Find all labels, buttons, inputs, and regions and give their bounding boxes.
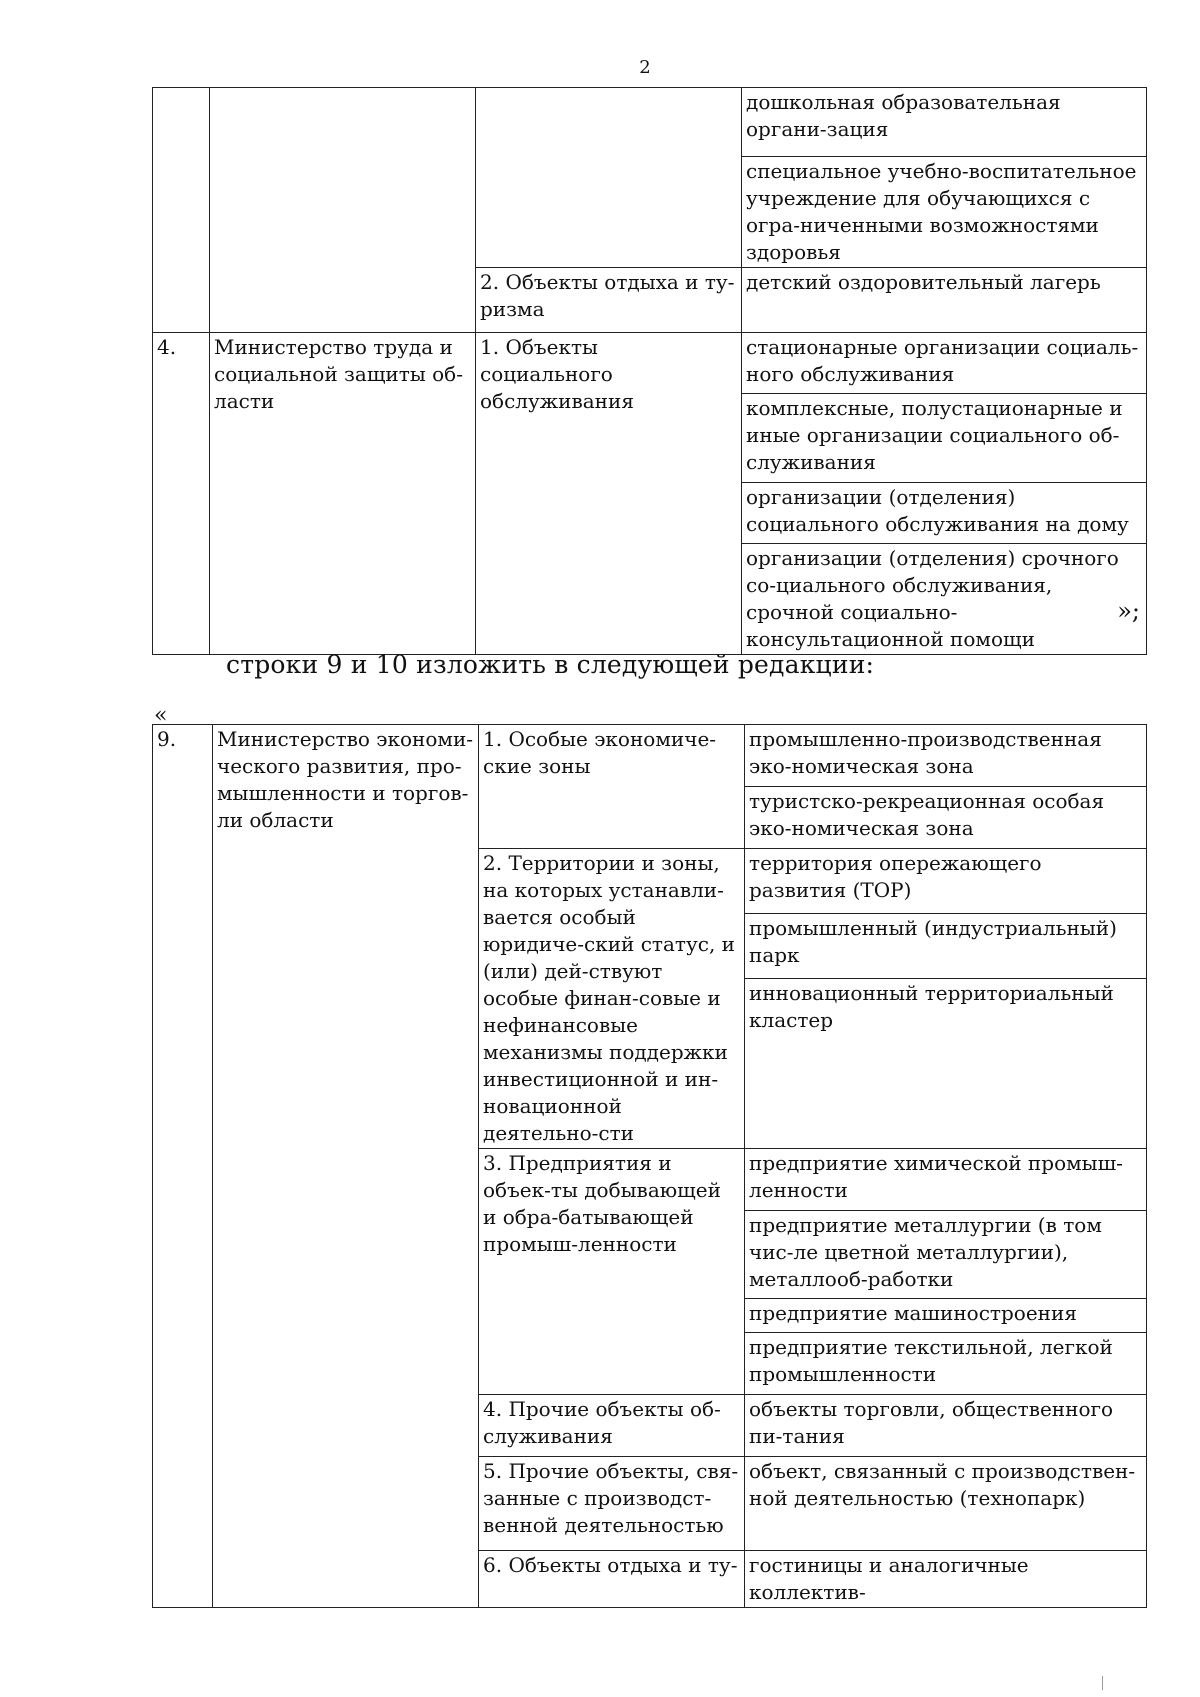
object-cell: предприятие химической промыш-ленности (745, 1149, 1147, 1211)
object-cell: туристско-рекреационная особая эко-номическая зона (745, 787, 1147, 849)
object-cell: детский оздоровительный лагерь (742, 268, 1147, 333)
object-cell: промышленный (индустриальный) парк (745, 914, 1147, 979)
category-cell: 2. Объекты отдыха и ту-ризма (476, 268, 742, 333)
continuation-table (152, 87, 1147, 655)
page-number: 2 (639, 57, 651, 78)
scan-mark (1102, 1676, 1103, 1690)
object-cell: инновационный территориальный кластер (745, 979, 1147, 1149)
object-cell: комплексные, полустационарные и иные организации социального об-служивания (742, 394, 1147, 483)
object-cell: гостиницы и аналогичные коллектив- (745, 1551, 1147, 1608)
category-cell (476, 88, 742, 268)
row-number-cell: 4. (153, 333, 210, 655)
object-cell: организации (отделения) срочного со-циального обслуживания, срочной социально-консультационной помощи (742, 544, 1147, 655)
object-cell: стационарные организации социаль-ного обслуживания (742, 333, 1147, 394)
category-cell: 6. Объекты отдыха и ту- (479, 1551, 745, 1608)
row-number-cell (153, 88, 210, 333)
closing-quote: »; (1117, 597, 1140, 625)
object-cell: промышленно-производственная эко-номическая зона (745, 725, 1147, 787)
instruction-text: строки 9 и 10 изложить в следующей редакции: (226, 650, 875, 679)
category-cell: 4. Прочие объекты об-служивания (479, 1395, 745, 1457)
category-cell: 1. Особые экономиче-ские зоны (479, 725, 745, 849)
object-cell: дошкольная образовательная органи-зация (742, 88, 1147, 157)
opening-quote: « (154, 703, 168, 728)
row-number-cell: 9. (153, 725, 213, 1608)
ministry-cell (210, 88, 476, 333)
category-cell: 5. Прочие объекты, свя-занные с производст-венной деятельностью (479, 1457, 745, 1551)
object-cell: организации (отделения) социального обслуживания на дому (742, 483, 1147, 544)
object-cell: предприятие металлургии (в том чис-ле цветной металлургии), металлооб-работки (745, 1211, 1147, 1299)
category-cell: 3. Предприятия и объек-ты добывающей и обра-батывающей промыш-ленности (479, 1149, 745, 1395)
category-cell: 2. Территории и зоны, на которых устанавли-вается особый юридиче-ский статус, и (или) дей-ствуют особые финан-совые и нефинансовые механизмы поддержки инвестиционной и ин-новационной деятельно-сти (479, 849, 745, 1149)
object-cell: предприятие текстильной, легкой промышленности (745, 1333, 1147, 1395)
object-cell: объекты торговли, общественного пи-тания (745, 1395, 1147, 1457)
ministry-cell: Министерство экономи-ческого развития, про-мышленности и торгов-ли области (213, 725, 479, 1608)
object-cell: предприятие машиностроения (745, 1299, 1147, 1333)
object-cell: объект, связанный с производствен-ной деятельностью (технопарк) (745, 1457, 1147, 1551)
object-cell: территория опережающего развития (ТОР) (745, 849, 1147, 914)
new-rows-table (152, 724, 1147, 1608)
object-cell: специальное учебно-воспитательное учреждение для обучающихся с огра-ниченными возможностями здоровья (742, 157, 1147, 268)
ministry-cell: Министерство труда и социальной защиты об-ласти (210, 333, 476, 655)
category-cell: 1. Объекты социального обслуживания (476, 333, 742, 655)
